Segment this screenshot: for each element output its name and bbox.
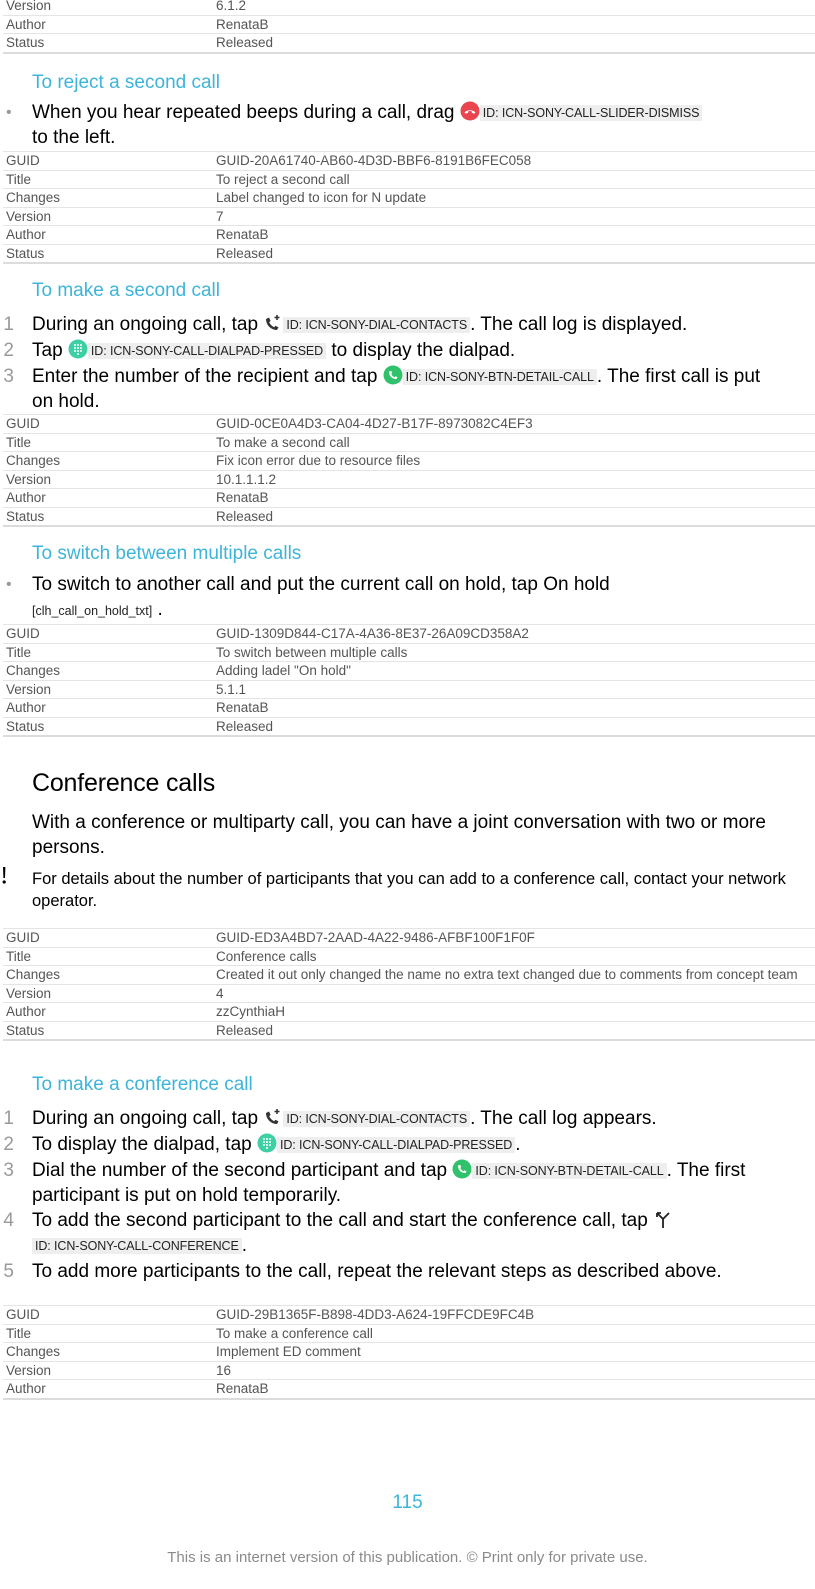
meta-row [3, 433, 815, 452]
meta-row [3, 489, 815, 508]
meta-key: Version [3, 680, 213, 699]
meta-value: 6.1.2 [213, 0, 815, 15]
meta-value: Released [213, 244, 815, 263]
meta-value: GUID-1309D844-C17A-4A36-8E37-26A09CD358A2 [213, 625, 815, 644]
meta-value: Label changed to icon for N update [213, 189, 815, 208]
meta-value: Released [213, 507, 815, 526]
meta-value: Implement ED comment [213, 1343, 815, 1362]
meta-row [3, 452, 815, 471]
bullet: • [6, 104, 12, 121]
meta-key: Version [3, 984, 213, 1003]
meta-key: Version [3, 0, 213, 15]
meta-row [3, 984, 815, 1003]
meta-row [3, 1380, 815, 1399]
meta-key: Changes [3, 189, 213, 208]
meta-row [3, 1021, 815, 1040]
meta-key: Version [3, 1361, 213, 1380]
meta-key: Author [3, 489, 213, 508]
footer-disclaimer: This is an internet version of this publication. © Print only for private use. [167, 1549, 648, 1566]
meta-value: 5.1.1 [213, 680, 815, 699]
meta-key: Version [3, 207, 213, 226]
string-key-tag: [clh_call_on_hold_txt] [32, 604, 153, 618]
meta-value: Released [213, 717, 815, 736]
heading-make-conference-call: To make a conference call [32, 1074, 253, 1095]
meta-row [3, 507, 815, 526]
meta-row [3, 226, 815, 245]
meta-row [3, 189, 815, 208]
meta-value: GUID-20A61740-AB60-4D3D-BBF6-8191B6FEC058 [213, 152, 815, 171]
meta-value: RenataB [213, 699, 815, 718]
meta-value: 7 [213, 207, 815, 226]
meta-key: Status [3, 34, 213, 53]
meta-table-make-conference [3, 1305, 815, 1400]
meta-row [3, 1361, 815, 1380]
meta-value: RenataB [213, 15, 815, 34]
meta-value: To reject a second call [213, 170, 815, 189]
meta-row [3, 643, 815, 662]
meta-key: GUID [3, 1306, 213, 1325]
manual-page: Version 6.1.2 Author RenataB Status Released To reject a second call • When you hear repeated beeps during a call, drag ID: ICN-SONY-CALL-SLIDER-DISMISS to the left. GUID GUID-20A61740-AB60-4D3D-BBF6-8191B6FEC058 Title To reject a second call Changes Label changed to icon for N update Version 7 Author RenataB Status Released To make a second call 1 During an ongoing call, tap ID: ICN-SONY-DIAL-CONTACTS . The call log is displayed. 2 Tap ID: ICN-SONY-CALL-DIALPAD-PRESSED to display the dialpad. 3 Enter the number of the recipient and tap ID: ICN-SONY-BTN-DETAIL-CALL . The first call is put on hold. GUID GUID-0CE0A4D3-CA04-4D27-B17F-8973082C4EF3 Title To make a second call Changes Fix icon error due to resource files Version 10.1.1.1.2 Author RenataB Status Released To switch between multiple calls • To switch to another call and put the current call on hold, tap On hold [clh_call_on_hold_txt] . GUID GUID-1309D844-C17A-4A36-8E37-26A09CD358A2 Title To switch between multiple calls Changes Adding ladel "On hold" Version 5.1.1 Author RenataB Status Released Conference calls With a conference or multiparty call, you can have a joint conversation with two or more persons. For details about the number of participants that you can add to a conference call, contact your network operator. GUID GUID-ED3A4BD7-2AAD-4A22-9486-AFBF100F1F0F Title Conference calls Changes Created it out only changed the name no extra text changed due to comments from concept team Version 4 Author zzCynthiaH Status Released To make a conference call 1 During an ongoing call, tap ID: ICN-SONY-DIAL-CONTACTS . The call log appears. 2 To display the dialpad, tap ID: ICN-SONY-CALL-DIALPAD-PRESSED . 3 Dial the number of the second participant and tap ID: ICN-SONY-BTN-DETAIL-CALL . The first participant is put on hold temporarily. 4 To add the second participant to the call and start the conference call, tap ID: ICN-SONY-CALL-CONFERENCE . 5 To add more participants to the call, repeat the relevant steps as described above. GUID GUID-29B1365F-B898-4DD3-A624-19FFCDE9FC4B Title To make a conference call Changes Implement ED comment Version 16 Author RenataB 115 This is an internet version of this publication. © Print only for private use. [0, 0, 815, 1589]
conference-intro: With a conference or multiparty call, you can have a joint conversation with two or more persons. [32, 812, 766, 858]
meta-value: 4 [213, 984, 815, 1003]
exclamation-icon [0, 866, 8, 886]
meta-row [3, 947, 815, 966]
meta-key: Changes [3, 1343, 213, 1362]
dialpad-icon [257, 1133, 277, 1153]
meta-table-conference [3, 928, 815, 1041]
meta-row [3, 662, 815, 681]
page-number: 115 [392, 1492, 423, 1513]
meta-value: Released [213, 34, 815, 53]
meta-key: GUID [3, 625, 213, 644]
call-button-icon [383, 365, 403, 385]
meta-key: Title [3, 947, 213, 966]
meta-value: GUID-ED3A4BD7-2AAD-4A22-9486-AFBF100F1F0F [213, 929, 815, 948]
meta-key: GUID [3, 929, 213, 948]
meta-table-switch [3, 624, 815, 737]
heading-reject-second-call: To reject a second call [32, 72, 220, 93]
meta-value: To make a conference call [213, 1324, 815, 1343]
conference-icon [653, 1209, 673, 1229]
meta-row [3, 717, 815, 736]
meta-value: 10.1.1.1.2 [213, 470, 815, 489]
reject-text: When you hear repeated beeps during a call, drag ID: ICN-SONY-CALL-SLIDER-DISMISS to the left. [32, 100, 762, 150]
meta-key: Changes [3, 452, 213, 471]
dial-contacts-icon [263, 313, 283, 333]
meta-row [3, 699, 815, 718]
meta-key: Author [3, 15, 213, 34]
meta-key: GUID [3, 415, 213, 434]
meta-value: Conference calls [213, 947, 815, 966]
icon-id-tag: ID: ICN-SONY-CALL-SLIDER-DISMISS [480, 105, 703, 121]
meta-table-second [3, 414, 815, 527]
meta-key: Status [3, 244, 213, 263]
meta-row [3, 966, 815, 985]
heading-make-second-call: To make a second call [32, 280, 220, 301]
meta-value: Created it out only changed the name no extra text changed due to comments from concept team [213, 966, 815, 985]
dial-contacts-icon [263, 1107, 283, 1127]
heading-switch-calls: To switch between multiple calls [32, 543, 302, 564]
meta-key: Status [3, 1021, 213, 1040]
meta-row [3, 1306, 815, 1325]
meta-key: Author [3, 1380, 213, 1399]
on-hold-label: On hold [543, 574, 610, 595]
meta-key: Author [3, 699, 213, 718]
conference-note: For details about the number of participants that you can add to a conference call, contact your network operator. [32, 870, 786, 910]
meta-row [3, 15, 815, 34]
meta-row [3, 470, 815, 489]
meta-key: Author [3, 1003, 213, 1022]
meta-value: RenataB [213, 1380, 815, 1399]
meta-value: 16 [213, 1361, 815, 1380]
meta-value: GUID-0CE0A4D3-CA04-4D27-B17F-8973082C4EF3 [213, 415, 815, 434]
meta-value: Fix icon error due to resource files [213, 452, 815, 471]
meta-table-reject [3, 151, 815, 264]
meta-rows [3, 0, 815, 53]
meta-value: To switch between multiple calls [213, 643, 815, 662]
meta-value: To make a second call [213, 433, 815, 452]
meta-row [3, 207, 815, 226]
meta-key: Status [3, 507, 213, 526]
heading-conference-calls: Conference calls [32, 769, 216, 797]
meta-key: Title [3, 433, 213, 452]
meta-row [3, 1003, 815, 1022]
meta-key: Title [3, 643, 213, 662]
meta-value: zzCynthiaH [213, 1003, 815, 1022]
meta-key: Changes [3, 662, 213, 681]
meta-row [3, 680, 815, 699]
meta-table-top [3, 0, 815, 54]
meta-row [3, 170, 815, 189]
meta-row [3, 415, 815, 434]
meta-row [3, 34, 815, 53]
meta-key: Title [3, 170, 213, 189]
dialpad-icon [68, 339, 88, 359]
meta-row [3, 1324, 815, 1343]
meta-key: GUID [3, 152, 213, 171]
call-button-icon [452, 1159, 472, 1179]
meta-row [3, 1343, 815, 1362]
meta-key: Changes [3, 966, 213, 985]
meta-value: GUID-29B1365F-B898-4DD3-A624-19FFCDE9FC4B [213, 1306, 815, 1325]
meta-row [3, 244, 815, 263]
meta-key: Status [3, 717, 213, 736]
meta-key: Title [3, 1324, 213, 1343]
meta-key: Version [3, 470, 213, 489]
meta-row [3, 152, 815, 171]
meta-value: RenataB [213, 226, 815, 245]
call-dismiss-icon [460, 101, 480, 121]
meta-value: Adding ladel "On hold" [213, 662, 815, 681]
meta-value: RenataB [213, 489, 815, 508]
meta-row [3, 625, 815, 644]
meta-key: Author [3, 226, 213, 245]
meta-row [3, 929, 815, 948]
meta-row [3, 0, 815, 15]
meta-value: Released [213, 1021, 815, 1040]
